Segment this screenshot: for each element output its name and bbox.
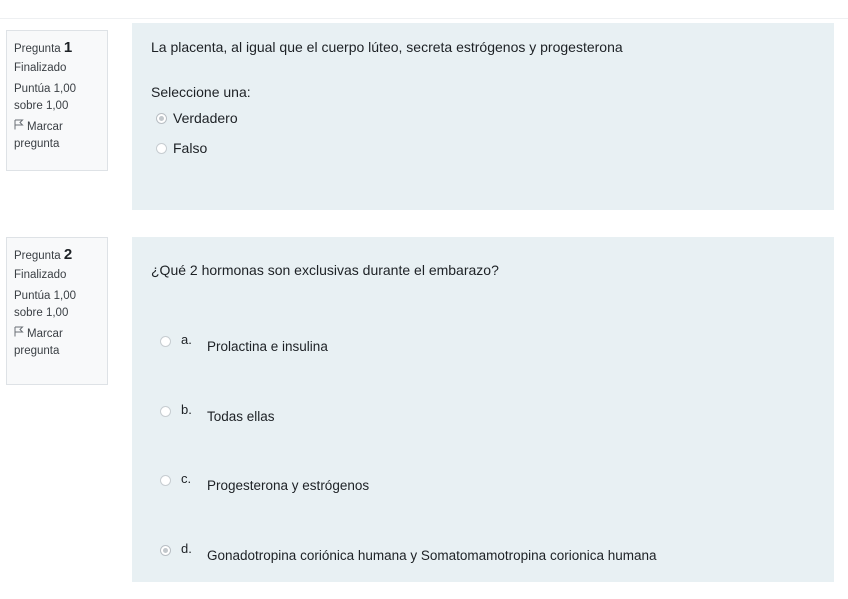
option-label: Gonadotropina coriónica humana y Somatomamotropina corionica humana	[207, 548, 657, 563]
question-1-flag-line2: pregunta	[14, 138, 60, 150]
question-2-state: Finalizado	[14, 269, 67, 281]
question-2-info	[6, 237, 108, 385]
question-2-number: 2	[63, 246, 73, 263]
question-2-grade-line2: sobre 1,00	[14, 307, 69, 319]
question-2-grade	[14, 288, 101, 322]
question-1-flag-button[interactable]	[14, 119, 101, 153]
question-2-flag-button[interactable]	[14, 326, 101, 360]
question-1-option-falso[interactable]	[156, 140, 207, 156]
option-label: Progesterona y estrógenos	[207, 478, 370, 493]
question-2-number-line	[14, 246, 101, 265]
question-1-info	[6, 30, 108, 171]
option-label: Todas ellas	[207, 409, 275, 424]
question-2-flag-line2: pregunta	[14, 345, 60, 357]
top-divider	[0, 18, 848, 19]
question-1-prompt: Seleccione una:	[151, 84, 251, 100]
question-2-label: Pregunta	[14, 250, 61, 262]
question-1-label: Pregunta	[14, 43, 61, 55]
option-letter: c.	[181, 471, 192, 486]
radio-icon[interactable]	[160, 545, 171, 556]
question-2-flag-line1: Marcar	[27, 328, 63, 340]
radio-icon[interactable]	[156, 113, 167, 124]
question-1-option-label: Verdadero	[173, 110, 238, 126]
question-2-grade-line1: Puntúa 1,00	[14, 290, 77, 302]
flag-icon	[14, 119, 27, 136]
question-1-state: Finalizado	[14, 62, 67, 74]
question-1-grade-line1: Puntúa 1,00	[14, 83, 77, 95]
question-1-grade-line2: sobre 1,00	[14, 100, 69, 112]
radio-icon[interactable]	[160, 406, 171, 417]
option-letter: d.	[181, 541, 192, 556]
option-label: Prolactina e insulina	[207, 339, 328, 354]
question-2-text: ¿Qué 2 hormonas son exclusivas durante el embarazo?	[151, 262, 499, 278]
radio-icon[interactable]	[156, 143, 167, 154]
radio-icon[interactable]	[160, 336, 171, 347]
question-2-content	[132, 237, 834, 582]
radio-icon[interactable]	[160, 475, 171, 486]
question-1-text: La placenta, al igual que el cuerpo lúteo, secreta estrógenos y progesterona	[151, 39, 623, 55]
question-1-number: 1	[63, 39, 73, 56]
question-1-number-line	[14, 39, 101, 58]
option-letter: b.	[181, 402, 192, 417]
option-letter: a.	[181, 332, 192, 347]
question-1-content	[132, 23, 834, 210]
question-1-flag-line1: Marcar	[27, 121, 63, 133]
question-1-grade	[14, 81, 101, 115]
question-1-option-label: Falso	[173, 140, 208, 156]
question-1-option-verdadero[interactable]	[156, 110, 238, 126]
flag-icon	[14, 326, 27, 343]
